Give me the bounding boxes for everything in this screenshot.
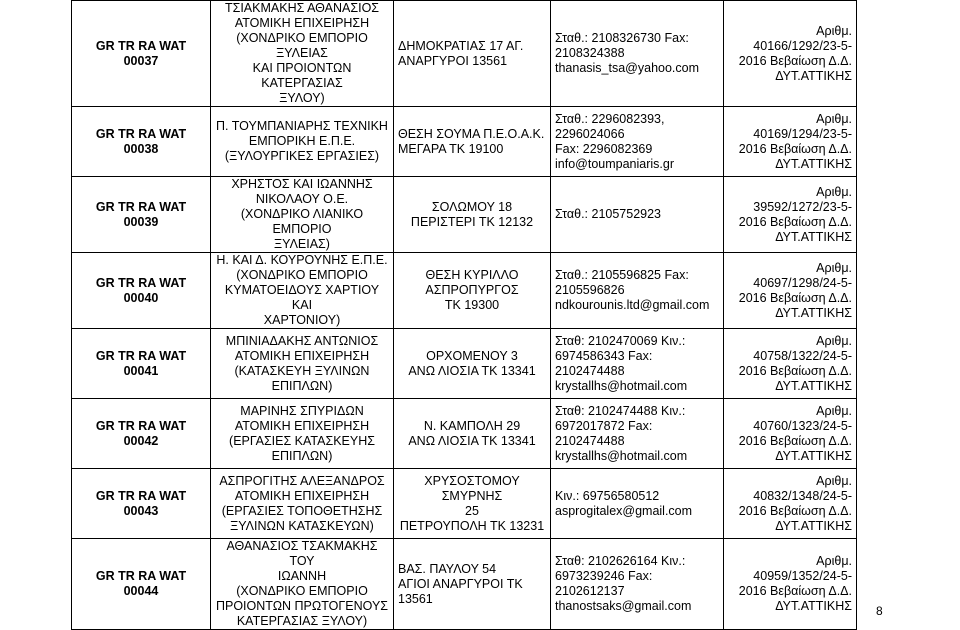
address: ΘΕΣΗ ΚΥΡΙΛΛΟ ΑΣΠΡΟΠΥΡΓΟΣ ΤΚ 19300 bbox=[394, 253, 551, 329]
contact-info: Σταθ: 2102474488 Κιν.: 6972017872 Fax: 2102474488 krystallhs@hotmail.com bbox=[551, 399, 724, 469]
certificate: Αριθμ. 40758/1322/24-5- 2016 Βεβαίωση Δ.Δ. ΔΥΤ.ΑΤΤΙΚΗΣ bbox=[724, 329, 857, 399]
address: ΔΗΜΟΚΡΑΤΙΑΣ 17 ΑΓ. ΑΝΑΡΓΥΡΟΙ 13561 bbox=[394, 1, 551, 107]
company-name: ΑΣΠΡΟΓΙΤΗΣ ΑΛΕΞΑΝΔΡΟΣ ΑΤΟΜΙΚΗ ΕΠΙΧΕΙΡΗΣΗ (ΕΡΓΑΣΙΕΣ ΤΟΠΟΘΕΤΗΣΗΣ ΞΥΛΙΝΩΝ ΚΑΤΑΣΚΕΥΩΝ) bbox=[211, 469, 394, 539]
page-number: 8 bbox=[876, 604, 883, 618]
registration-code: GR TR RA WAT 00044 bbox=[72, 539, 211, 630]
address: ΧΡΥΣΟΣΤΟΜΟΥ ΣΜΥΡΝΗΣ 25 ΠΕΤΡΟΥΠΟΛΗ ΤΚ 13231 bbox=[394, 469, 551, 539]
certificate: Αριθμ. 40832/1348/24-5- 2016 Βεβαίωση Δ.Δ. ΔΥΤ.ΑΤΤΙΚΗΣ bbox=[724, 469, 857, 539]
table-row bbox=[72, 1, 857, 107]
company-name: ΤΣΙΑΚΜΑΚΗΣ ΑΘΑΝΑΣΙΟΣ ΑΤΟΜΙΚΗ ΕΠΙΧΕΙΡΗΣΗ (ΧΟΝΔΡΙΚΟ ΕΜΠΟΡΙΟ ΞΥΛΕΙΑΣ ΚΑΙ ΠΡΟΙΟΝΤΩΝ ΚΑΤΕΡΓΑΣΙΑΣ ΞΥΛΟΥ) bbox=[211, 1, 394, 107]
contact-info: Σταθ.: 2105596825 Fax: 2105596826 ndkourounis.ltd@gmail.com bbox=[551, 253, 724, 329]
contact-info: Σταθ: 2102626164 Κιν.: 6973239246 Fax: 2102612137 thanostsaks@gmail.com bbox=[551, 539, 724, 630]
certificate: Αριθμ. 40169/1294/23-5- 2016 Βεβαίωση Δ.Δ. ΔΥΤ.ΑΤΤΙΚΗΣ bbox=[724, 107, 857, 177]
company-name: ΧΡΗΣΤΟΣ ΚΑΙ ΙΩΑΝΝΗΣ ΝΙΚΟΛΑΟΥ Ο.Ε. (ΧΟΝΔΡΙΚΟ ΛΙΑΝΙΚΟ ΕΜΠΟΡΙΟ ΞΥΛΕΙΑΣ) bbox=[211, 177, 394, 253]
registration-code: GR TR RA WAT 00042 bbox=[72, 399, 211, 469]
table-row bbox=[72, 177, 857, 253]
certificate: Αριθμ. 40166/1292/23-5- 2016 Βεβαίωση Δ.Δ. ΔΥΤ.ΑΤΤΙΚΗΣ bbox=[724, 1, 857, 107]
registry-table bbox=[71, 0, 857, 630]
company-name: Π. ΤΟΥΜΠΑΝΙΑΡΗΣ ΤΕΧΝΙΚΗ ΕΜΠΟΡΙΚΗ Ε.Π.Ε. (ΞΥΛΟΥΡΓΙΚΕΣ ΕΡΓΑΣΙΕΣ) bbox=[211, 107, 394, 177]
table-row bbox=[72, 399, 857, 469]
registration-code: GR TR RA WAT 00043 bbox=[72, 469, 211, 539]
contact-info: Σταθ.: 2108326730 Fax: 2108324388 thanasis_tsa@yahoo.com bbox=[551, 1, 724, 107]
contact-info: Σταθ: 2102470069 Κιν.: 6974586343 Fax: 2102474488 krystallhs@hotmail.com bbox=[551, 329, 724, 399]
registration-code: GR TR RA WAT 00041 bbox=[72, 329, 211, 399]
contact-info: Σταθ.: 2105752923 bbox=[551, 177, 724, 253]
address: ΣΟΛΩΜΟΥ 18 ΠΕΡΙΣΤΕΡΙ ΤΚ 12132 bbox=[394, 177, 551, 253]
registration-code: GR TR RA WAT 00039 bbox=[72, 177, 211, 253]
address: ΒΑΣ. ΠΑΥΛΟΥ 54 ΑΓΙΟΙ ΑΝΑΡΓΥΡΟΙ ΤΚ 13561 bbox=[394, 539, 551, 630]
table-row bbox=[72, 253, 857, 329]
contact-info: Κιν.: 69756580512 asprogitalex@gmail.com bbox=[551, 469, 724, 539]
certificate: Αριθμ. 40697/1298/24-5- 2016 Βεβαίωση Δ.Δ. ΔΥΤ.ΑΤΤΙΚΗΣ bbox=[724, 253, 857, 329]
registration-code: GR TR RA WAT 00040 bbox=[72, 253, 211, 329]
certificate: Αριθμ. 40760/1323/24-5- 2016 Βεβαίωση Δ.Δ. ΔΥΤ.ΑΤΤΙΚΗΣ bbox=[724, 399, 857, 469]
table-row bbox=[72, 107, 857, 177]
address: ΘΕΣΗ ΣΟΥΜΑ Π.Ε.Ο.Α.Κ. ΜΕΓΑΡΑ ΤΚ 19100 bbox=[394, 107, 551, 177]
address: Ν. ΚΑΜΠΟΛΗ 29 ΑΝΩ ΛΙΟΣΙΑ ΤΚ 13341 bbox=[394, 399, 551, 469]
company-name: Η. ΚΑΙ Δ. ΚΟΥΡΟΥΝΗΣ Ε.Π.Ε. (ΧΟΝΔΡΙΚΟ ΕΜΠΟΡΙΟ ΚΥΜΑΤΟΕΙΔΟΥΣ ΧΑΡΤΙΟΥ ΚΑΙ ΧΑΡΤΟΝΙΟΥ) bbox=[211, 253, 394, 329]
registration-code: GR TR RA WAT 00037 bbox=[72, 1, 211, 107]
table-row bbox=[72, 329, 857, 399]
certificate: Αριθμ. 40959/1352/24-5- 2016 Βεβαίωση Δ.Δ. ΔΥΤ.ΑΤΤΙΚΗΣ bbox=[724, 539, 857, 630]
table-row bbox=[72, 469, 857, 539]
contact-info: Σταθ.: 2296082393, 2296024066 Fax: 2296082369 info@toumpaniaris.gr bbox=[551, 107, 724, 177]
company-name: ΑΘΑΝΑΣΙΟΣ ΤΣΑΚΜΑΚΗΣ ΤΟΥ ΙΩΑΝΝΗ (ΧΟΝΔΡΙΚΟ ΕΜΠΟΡΙΟ ΠΡΟΙΟΝΤΩΝ ΠΡΩΤΟΓΕΝΟΥΣ ΚΑΤΕΡΓΑΣΙΑΣ ΞΥΛΟΥ) bbox=[211, 539, 394, 630]
address: ΟΡΧΟΜΕΝΟΥ 3 ΑΝΩ ΛΙΟΣΙΑ ΤΚ 13341 bbox=[394, 329, 551, 399]
company-name: ΜΠΙΝΙΑΔΑΚΗΣ ΑΝΤΩΝΙΟΣ ΑΤΟΜΙΚΗ ΕΠΙΧΕΙΡΗΣΗ (ΚΑΤΑΣΚΕΥΗ ΞΥΛΙΝΩΝ ΕΠΙΠΛΩΝ) bbox=[211, 329, 394, 399]
table-row bbox=[72, 539, 857, 630]
certificate: Αριθμ. 39592/1272/23-5- 2016 Βεβαίωση Δ.Δ. ΔΥΤ.ΑΤΤΙΚΗΣ bbox=[724, 177, 857, 253]
registration-code: GR TR RA WAT 00038 bbox=[72, 107, 211, 177]
company-name: ΜΑΡΙΝΗΣ ΣΠΥΡΙΔΩΝ ΑΤΟΜΙΚΗ ΕΠΙΧΕΙΡΗΣΗ (ΕΡΓΑΣΙΕΣ ΚΑΤΑΣΚΕΥΗΣ ΕΠΙΠΛΩΝ) bbox=[211, 399, 394, 469]
